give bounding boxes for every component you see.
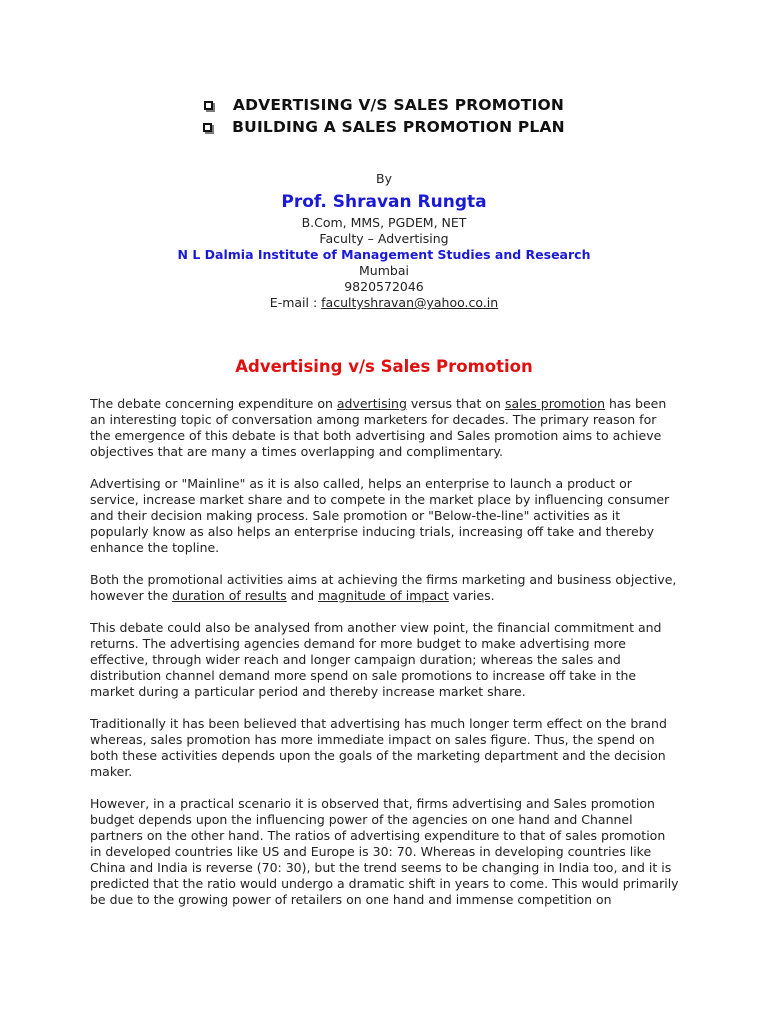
paragraph xyxy=(90,572,680,604)
paragraph: This debate could also be analysed from another view point, the financial commitment and returns. The advertising agencies demand for more budget to make advertising more effective, through wider reach and longer campaign duration; whereas the sales and distribution channel demand more spend on sale promotions to increase off take in the market during a particular period and thereby increase market share. xyxy=(90,620,662,699)
by-label: By xyxy=(376,171,392,186)
checkbox-bullet-icon xyxy=(204,101,213,110)
heading-text: ADVERTISING V/S SALES PROMOTION xyxy=(232,96,565,114)
link-sales-promotion[interactable]: sales promotion xyxy=(504,396,605,411)
heading-item xyxy=(0,116,768,138)
body-text xyxy=(90,396,680,924)
heading-text: BUILDING A SALES PROMOTION PLAN xyxy=(232,118,565,136)
text-run: Both the promotional activities aims at achieving the firms marketing and business objective, however the xyxy=(90,572,677,603)
paragraph: Advertising or "Mainline" as it is also called, helps an enterprise to launch a product or service, increase market share and to compete in the market place by influencing consumer and their decision making process. Sale promotion or "Below-the-line" activities as it popularly know as also helps an enterprise inducing trials, increasing off take and thereby enhance the topline. xyxy=(90,476,670,555)
magnitude-of-impact-text: magnitude of impact xyxy=(318,588,449,603)
checkbox-bullet-icon xyxy=(203,123,212,132)
author-email-line xyxy=(0,295,768,311)
duration-of-results-text: duration of results xyxy=(172,588,287,603)
author-qualifications: B.Com, MMS, PGDEM, NET xyxy=(301,215,467,230)
paragraph xyxy=(90,396,680,460)
document-headings xyxy=(0,94,768,138)
author-block xyxy=(0,171,768,311)
email-link[interactable]: facultyshravan@yahoo.co.in xyxy=(321,295,499,310)
author-city: Mumbai xyxy=(359,263,409,278)
email-label: E-mail : xyxy=(269,295,322,310)
paragraph: However, in a practical scenario it is observed that, firms advertising and Sales promotion budget depends upon the influencing power of the agencies on one hand and Channel partners on the other hand. The ratios of advertising expenditure to that of sales promotion in developed countries like US and Europe is 30: 70. Whereas in developing countries like China and India is reverse (70: 30), but the trend seems to be changing in India too, and it is predicted that the ratio would undergo a dramatic shift in years to come. This would primarily be due to the growing power of retailers on one hand and immense competition on xyxy=(90,796,679,907)
text-run: and xyxy=(286,588,319,603)
paragraph: Traditionally it has been believed that advertising has much longer term effect on the brand whereas, sales promotion has more immediate impact on sales figure. Thus, the spend on both these activities depends upon the goals of the marketing department and the decision maker. xyxy=(90,716,667,779)
text-run: has been an interesting topic of conversation among marketers for decades. The primary reason for the emergence of this debate is that both advertising and Sales promotion aims to achieve objectives that are many a times overlapping and complimentary. xyxy=(90,396,667,459)
author-name: Prof. Shravan Rungta xyxy=(281,192,487,212)
text-run: The debate concerning expenditure on xyxy=(90,396,337,411)
link-advertising[interactable]: advertising xyxy=(336,396,407,411)
text-run: versus that on xyxy=(406,396,505,411)
heading-item xyxy=(0,94,768,116)
text-run: varies. xyxy=(448,588,495,603)
author-phone: 9820572046 xyxy=(344,279,424,294)
section-title: Advertising v/s Sales Promotion xyxy=(235,357,533,376)
author-institute: N L Dalmia Institute of Management Studies and Research xyxy=(177,247,591,262)
author-role: Faculty – Advertising xyxy=(319,231,449,246)
